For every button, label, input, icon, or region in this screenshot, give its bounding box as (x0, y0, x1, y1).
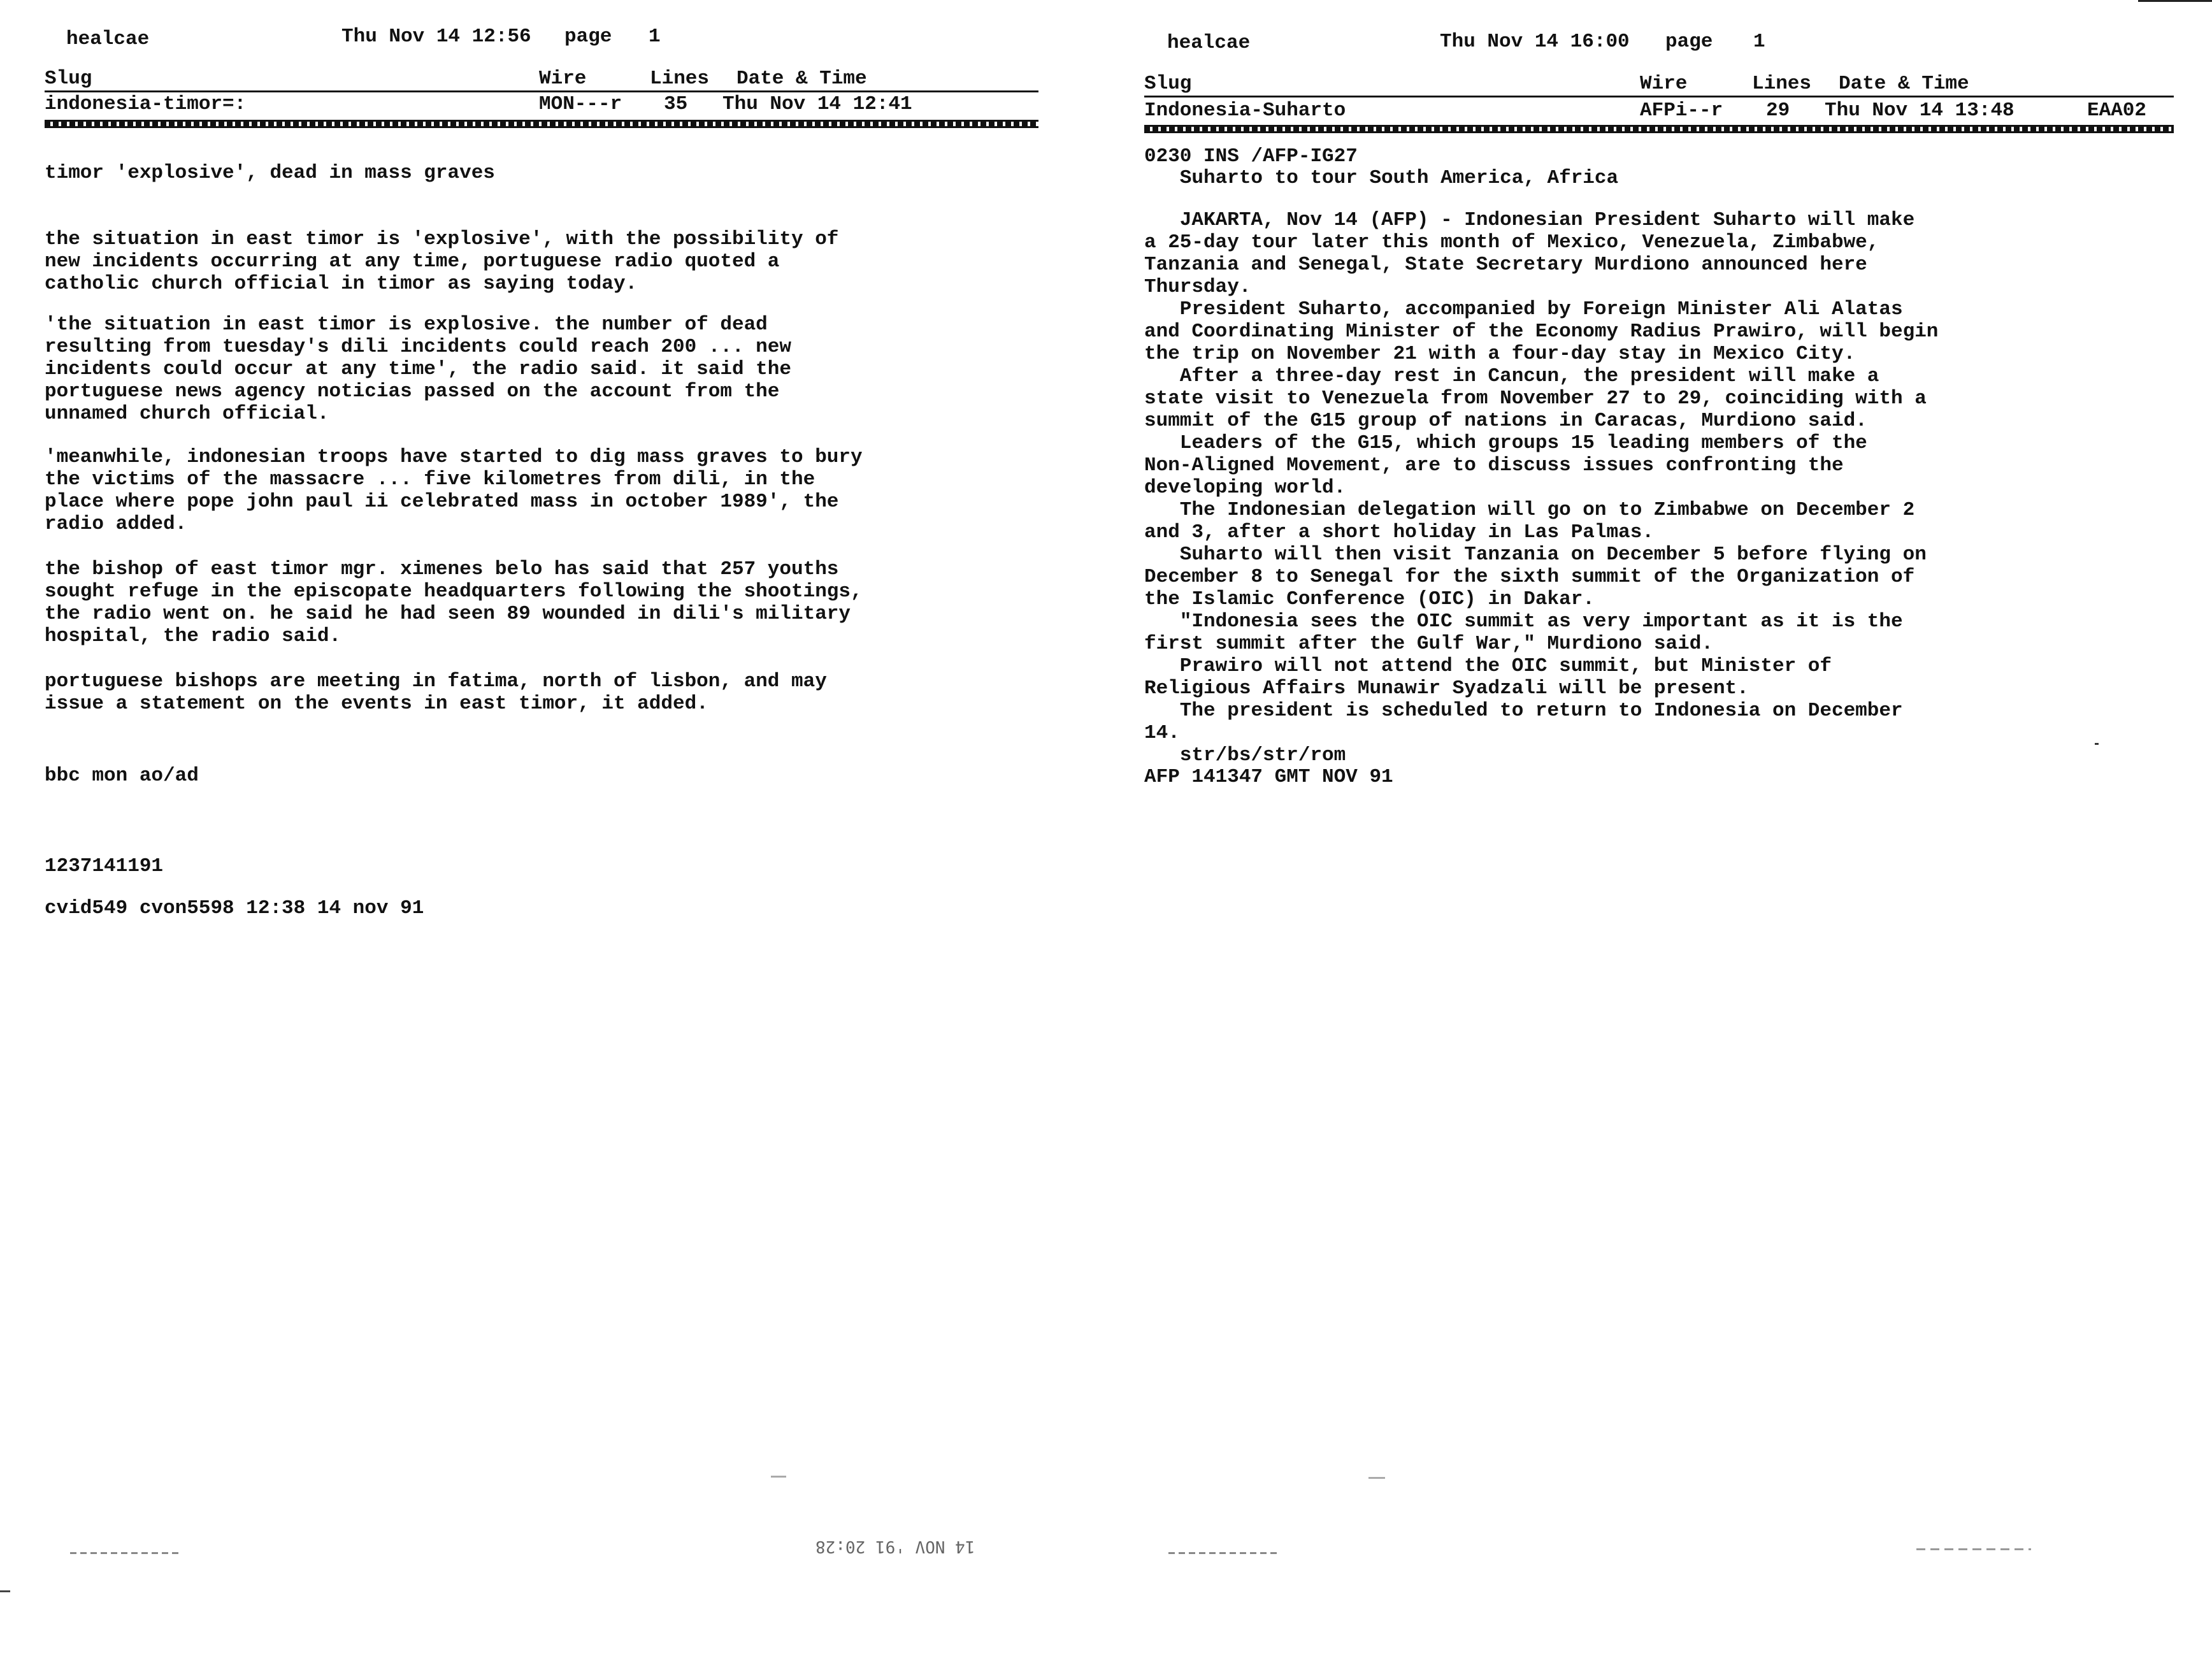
page-dot (2095, 743, 2099, 745)
header-underline (1144, 96, 2174, 97)
field-header-row (1144, 73, 2174, 98)
double-rule (45, 120, 1038, 128)
datetime-value: Thu Nov 14 12:41 (722, 93, 912, 115)
slug-label: Slug (45, 68, 92, 90)
story-paragraph-3: 'meanwhile, indonesian troops have started to dig mass graves to bury the victims of the massacre ... five kilometres from dili, in the place where pope john paul ii celebrated mass in october 1989', the radio added. (45, 446, 863, 535)
field-value-row (45, 93, 1038, 117)
footer-smudge (1168, 1552, 1277, 1554)
wire-label: Wire (1640, 73, 1688, 95)
lines-label: Lines (1752, 73, 1812, 95)
slug-value: Indonesia-Suharto (1144, 99, 1346, 122)
lines-value: 35 (664, 93, 688, 115)
source-line: bbc mon ao/ad (45, 765, 199, 787)
footer-smudge (70, 1552, 178, 1554)
header-page-label: page (1665, 31, 1713, 53)
lines-label: Lines (650, 68, 710, 90)
wire-value: AFPi--r (1640, 99, 1723, 122)
story-code: EAA02 (2087, 99, 2147, 122)
wire-value: MON---r (539, 93, 622, 115)
dateline-code: 0230 INS /AFP-IG27 (1144, 145, 1358, 168)
story-paragraph-1: the situation in east timor is 'explosive', with the possibility of new incidents occurring at any time, portuguese radio quoted a catholic church official in timor as saying today. (45, 228, 839, 295)
page-speck (771, 1476, 786, 1478)
header-page-label: page (564, 25, 612, 48)
story-paragraph-4: the bishop of east timor mgr. ximenes belo has said that 257 youths sought refuge in the episcopate headquarters following the shootings, the radio went on. he said he had seen 89 wounded in dili's military hospital, the radio said. (45, 558, 863, 647)
footer-stamp: 14 NOV '91 20:28 (815, 1537, 975, 1556)
header-page-number: 1 (1753, 31, 1765, 53)
story-body: JAKARTA, Nov 14 (AFP) - Indonesian President Suharto will make a 25-day tour later this month of Mexico, Venezuela, Zimbabwe, Tanzania and Senegal, State Secretary Murdiono announced here Thursday. President Suharto, accompanied by Foreign Minister Ali Alatas and Coordinating Minister of the Economy Radius Prawiro, will begin the trip on November 21 with a four-day stay in Mexico City. After a three-day rest in Cancun, the president will make a state visit to Venezuela from November 27 to 29, coinciding with a summit of the G15 group of nations in Caracas, Murdiono said. Leaders of the G15, which groups 15 leading members of the Non-Aligned Movement, are to discuss issues confronting the developing world. The Indonesian delegation will go on to Zimbabwe on December 2 and 3, after a short holiday in Las Palmas. Suharto will then visit Tanzania on December 5 before flying on December 8 to Senegal for the sixth summit of the Organization of the Islamic Conference (OIC) in Dakar. "Indonesia sees the OIC summit as very important as it is the first summit after the Gulf War," Murdiono said. Prawiro will not attend the OIC summit, but Minister of Religious Affairs Munawir Syadzali will be present. The president is scheduled to return to Indonesia on December 14. str/bs/str/rom (1144, 209, 1939, 767)
page-speck (1368, 1477, 1385, 1479)
header-datetime: Thu Nov 14 16:00 (1440, 31, 1630, 53)
header-page-number: 1 (649, 25, 661, 48)
story-paragraph-2: 'the situation in east timor is explosive. the number of dead resulting from tuesday's dili incidents could reach 200 ... new incidents could occur at any time', the radio said. it said the portuguese news agency noticias passed on the account from the unnamed church official. (45, 313, 791, 425)
field-value-row (1144, 99, 2174, 124)
story-paragraph-5: portuguese bishops are meeting in fatima, north of lisbon, and may issue a statement on the events in east timor, it added. (45, 670, 827, 715)
slug-label: Slug (1144, 73, 1192, 95)
footer-faint-stamp (1916, 1548, 2031, 1550)
header-user: healcae (66, 28, 150, 50)
datetime-value: Thu Nov 14 13:48 (1825, 99, 2014, 122)
corner-mark (2138, 0, 2212, 2)
field-header-row (45, 68, 1038, 93)
lines-value: 29 (1766, 99, 1790, 122)
story-headline: timor 'explosive', dead in mass graves (45, 162, 495, 184)
datetime-label: Date & Time (1839, 73, 1969, 95)
header-underline (45, 90, 1038, 92)
right-wire-printout (1106, 0, 2212, 1663)
wire-label: Wire (539, 68, 587, 90)
trailer-line: AFP 141347 GMT NOV 91 (1144, 766, 1393, 788)
id-number: 1237141191 (45, 855, 164, 877)
header-user: healcae (1167, 32, 1251, 54)
double-rule (1144, 125, 2174, 133)
trailer-line: cvid549 cvon5598 12:38 14 nov 91 (45, 897, 424, 919)
datetime-label: Date & Time (736, 68, 867, 90)
story-headline: Suharto to tour South America, Africa (1144, 167, 1619, 189)
slug-value: indonesia-timor=: (45, 93, 247, 115)
header-datetime: Thu Nov 14 12:56 (341, 25, 531, 48)
edge-mark (0, 1590, 10, 1592)
